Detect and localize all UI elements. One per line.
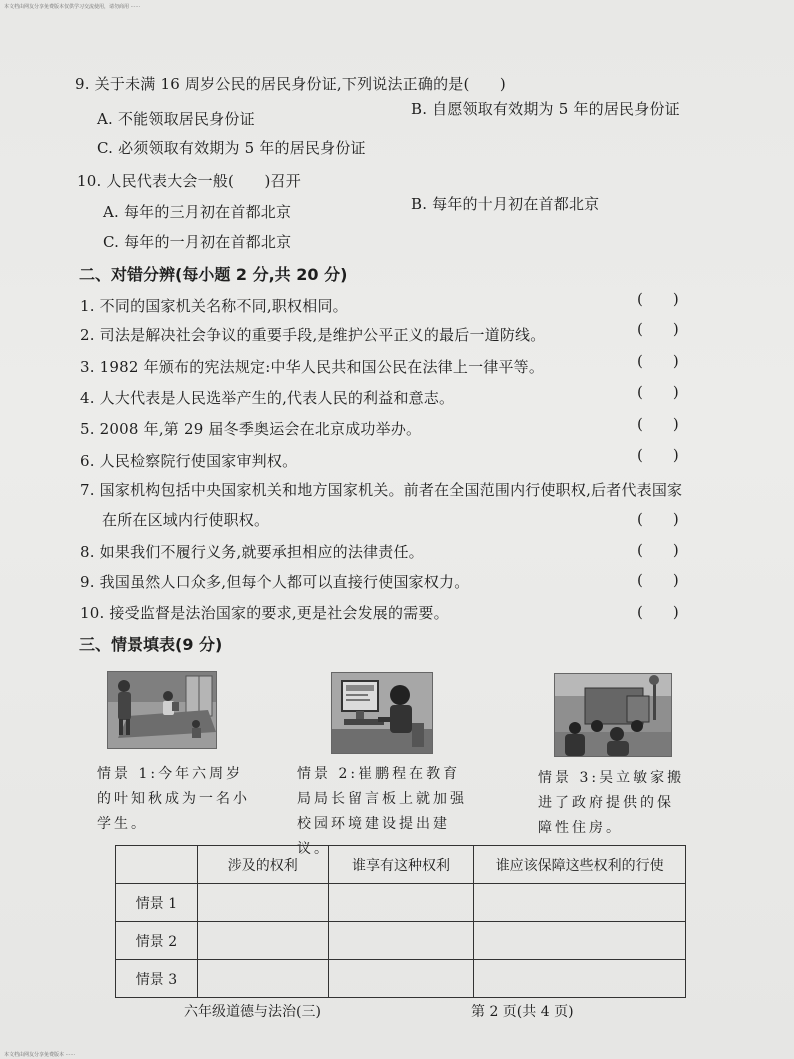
table-cell-2-guarantor[interactable] <box>474 922 686 960</box>
tf-item-4: 4. 人大代表是人民选举产生的,代表人民的利益和意志。 <box>80 389 455 407</box>
tf-answer-8[interactable]: ( ) <box>637 541 679 559</box>
table-row <box>116 922 686 960</box>
table-cell-1-holder[interactable] <box>328 884 474 922</box>
table-cell-3-guarantor[interactable] <box>474 960 686 998</box>
q9-option-c: C. 必须领取有效期为 5 年的居民身份证 <box>97 139 366 157</box>
tf-answer-9[interactable]: ( ) <box>637 571 679 589</box>
footer-subject: 六年级道德与法治(三) <box>184 1004 321 1020</box>
table-cell-3-rights[interactable] <box>197 960 328 998</box>
table-header-holder: 谁享有这种权利 <box>328 846 474 884</box>
footer-page-number: 第 2 页(共 4 页) <box>471 1004 574 1020</box>
table-row <box>116 884 686 922</box>
q10-option-c: C. 每年的一月初在首都北京 <box>103 233 292 251</box>
tf-item-2: 2. 司法是解决社会争议的重要手段,是维护公平正义的最后一道防线。 <box>80 326 546 344</box>
scene-rights-table <box>115 845 686 998</box>
top-microtext: 本文档由网友分享免费版本仅供学习交流使用，请勿商用 ······ <box>4 4 141 10</box>
tf-answer-1[interactable]: ( ) <box>637 290 679 308</box>
table-row <box>116 960 686 998</box>
tf-answer-3[interactable]: ( ) <box>637 352 679 370</box>
q10-stem: 10. 人民代表大会一般( )召开 <box>77 172 301 190</box>
q9-option-a: A. 不能领取居民身份证 <box>97 110 255 128</box>
tf-item-5: 5. 2008 年,第 29 届冬季奥运会在北京成功举办。 <box>80 420 422 438</box>
tf-answer-4[interactable]: ( ) <box>637 383 679 401</box>
tf-answer-2[interactable]: ( ) <box>637 320 679 338</box>
q9-stem: 9. 关于未满 16 周岁公民的居民身份证,下列说法正确的是( ) <box>75 75 506 93</box>
tf-answer-5[interactable]: ( ) <box>637 415 679 433</box>
tf-item-7-continued: 在所在区域内行使职权。 <box>102 511 270 529</box>
tf-item-7: 7. 国家机构包括中央国家机关和地方国家机关。前者在全国范围内行使职权,后者代表国家 <box>80 481 683 499</box>
q10-option-a: A. 每年的三月初在首都北京 <box>103 203 292 221</box>
scene1-caption: 情景 1:今年六周岁的叶知秋成为一名小学生。 <box>97 766 250 832</box>
table-cell-1-guarantor[interactable] <box>474 884 686 922</box>
tf-item-10: 10. 接受监督是法治国家的要求,更是社会发展的需要。 <box>80 604 449 622</box>
table-row-label-2: 情景 2 <box>116 922 198 960</box>
table-header-row <box>116 846 686 884</box>
table-header-corner <box>116 846 198 884</box>
tf-item-1: 1. 不同的国家机关名称不同,职权相同。 <box>80 297 348 315</box>
tf-item-3: 3. 1982 年颁布的宪法规定:中华人民共和国公民在法律上一律平等。 <box>80 358 545 376</box>
table-cell-1-rights[interactable] <box>197 884 328 922</box>
q9-option-b: B. 自愿领取有效期为 5 年的居民身份证 <box>411 100 680 118</box>
bottom-microtext: 本文档由网友分享免费版本 ······ <box>4 1052 76 1058</box>
scene2-illustration <box>331 672 433 754</box>
scene1-illustration <box>107 671 217 749</box>
table-row-label-3: 情景 3 <box>116 960 198 998</box>
table-row-label-1: 情景 1 <box>116 884 198 922</box>
table-cell-2-holder[interactable] <box>328 922 474 960</box>
scene3-caption: 情景 3:吴立敏家搬进了政府提供的保障性住房。 <box>538 770 685 836</box>
table-header-guarantor: 谁应该保障这些权利的行使 <box>474 846 686 884</box>
tf-answer-6[interactable]: ( ) <box>637 446 679 464</box>
tf-item-8: 8. 如果我们不履行义务,就要承担相应的法律责任。 <box>80 543 424 561</box>
section3-title: 三、情景填表(9 分) <box>79 635 223 654</box>
scene3-illustration <box>554 673 672 757</box>
scene2-caption: 情景 2:崔鹏程在教育局局长留言板上就加强校园环境建设提出建议。 <box>297 766 467 857</box>
q10-option-b: B. 每年的十月初在首都北京 <box>411 195 600 213</box>
tf-answer-10[interactable]: ( ) <box>637 603 679 621</box>
table-cell-2-rights[interactable] <box>197 922 328 960</box>
tf-item-6: 6. 人民检察院行使国家审判权。 <box>80 452 298 470</box>
tf-answer-7[interactable]: ( ) <box>637 510 679 528</box>
table-cell-3-holder[interactable] <box>328 960 474 998</box>
table-header-rights: 涉及的权利 <box>197 846 328 884</box>
tf-item-9: 9. 我国虽然人口众多,但每个人都可以直接行使国家权力。 <box>80 573 470 591</box>
section2-title: 二、对错分辨(每小题 2 分,共 20 分) <box>79 265 348 284</box>
